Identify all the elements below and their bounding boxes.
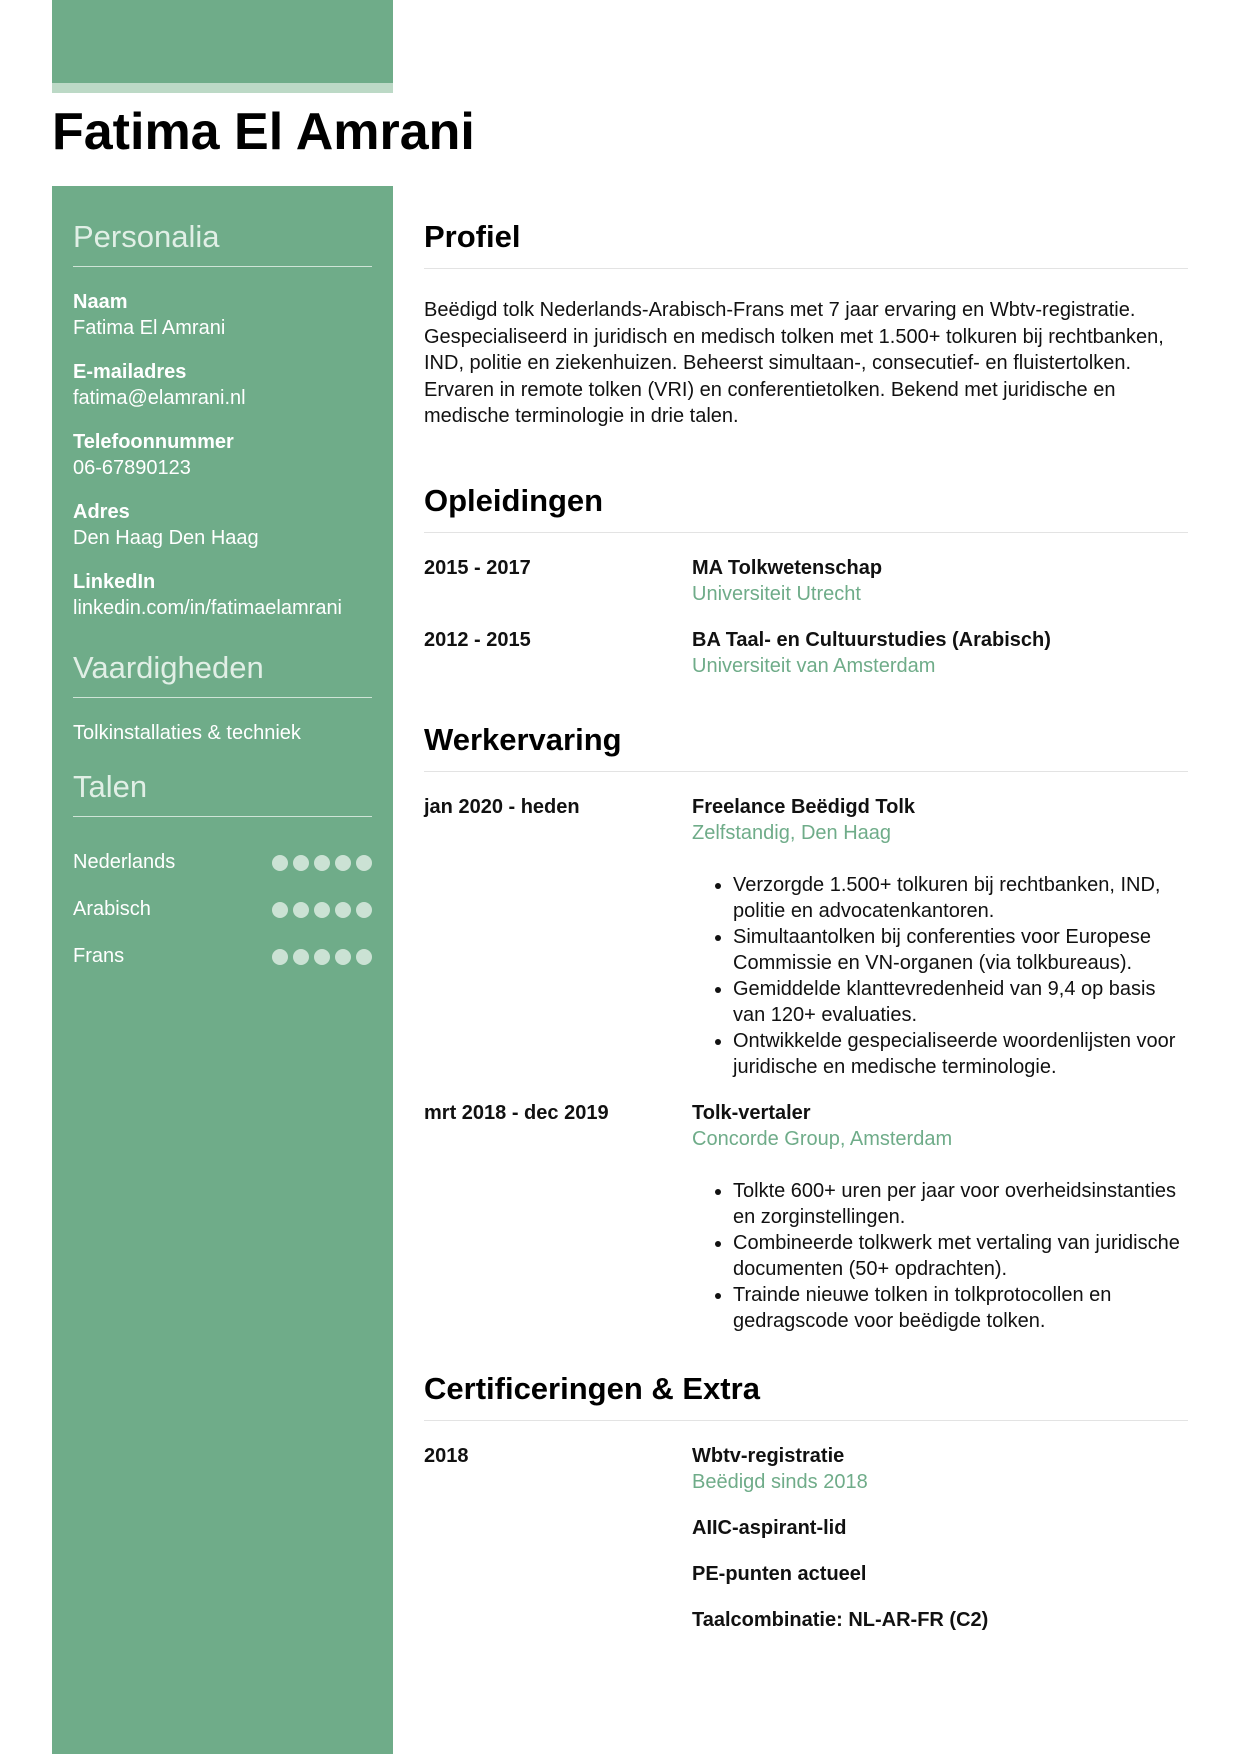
- entry-org: Universiteit van Amsterdam: [692, 654, 936, 677]
- field-linkedin: [73, 569, 372, 621]
- entry-body: [692, 555, 1188, 607]
- entry-org: Universiteit Utrecht: [692, 582, 861, 605]
- field-name: [73, 289, 372, 341]
- certification-item: AIIC-aspirant-lid: [692, 1516, 847, 1539]
- entry-date: jan 2020 - heden: [424, 795, 580, 818]
- entry-org: Concorde Group, Amsterdam: [692, 1127, 953, 1150]
- certification-entry: [424, 1443, 1188, 1653]
- level-dot: [314, 949, 330, 965]
- bullet-item: • Simultaantolken bij conferenties voor Europese Commissie en VN-organen (via tolkbureaus).: [733, 924, 1188, 976]
- level-dot: [272, 949, 288, 965]
- entry-body: [692, 1443, 1188, 1653]
- field-value: Den Haag Den Haag: [73, 527, 259, 550]
- entry-body: [692, 1100, 1188, 1334]
- certification-item: Taalcombinatie: NL-AR-FR (C2): [692, 1608, 989, 1631]
- language-level-dots: [272, 855, 372, 871]
- experience-list: [424, 772, 1188, 1334]
- language-row: [73, 886, 372, 933]
- education-section: [424, 450, 1188, 679]
- header-accent-stripe: [52, 83, 393, 93]
- bullet-item: • Trainde nieuwe tolken in tolkprotocollen en gedragscode voor beëdigde tolken.: [733, 1282, 1188, 1334]
- sidebar: [52, 186, 393, 1754]
- level-dot: [335, 902, 351, 918]
- bullet-item: • Verzorgde 1.500+ tolkuren bij rechtbanken, IND, politie en advocatenkantoren.: [733, 872, 1188, 924]
- language-name: Nederlands: [73, 851, 176, 874]
- entry-date: mrt 2018 - dec 2019: [424, 1101, 609, 1124]
- language-name: Arabisch: [73, 898, 151, 921]
- bullet-list: [692, 1178, 1188, 1334]
- field-value: Fatima El Amrani: [73, 317, 226, 340]
- entry-title: MA Tolkwetenschap: [692, 556, 883, 579]
- field-label: E-mailadres: [73, 361, 187, 384]
- education-entry: [424, 627, 1188, 679]
- language-row: [73, 933, 372, 980]
- entry-title: Wbtv-registratie: [692, 1444, 845, 1467]
- profile-section: [424, 186, 1188, 430]
- field-label: LinkedIn: [73, 571, 156, 594]
- bullet-item: • Tolkte 600+ uren per jaar voor overheidsinstanties en zorginstellingen.: [733, 1178, 1188, 1230]
- header-color-band: [52, 0, 393, 83]
- entry-org: Zelfstandig, Den Haag: [692, 821, 892, 844]
- entry-date: 2012 - 2015: [424, 628, 531, 651]
- language-level-dots: [272, 949, 372, 965]
- field-label: Adres: [73, 501, 130, 524]
- field-label: Naam: [73, 291, 128, 314]
- level-dot: [356, 855, 372, 871]
- experience-entry: [424, 794, 1188, 1080]
- level-dot: [293, 949, 309, 965]
- candidate-name: Fatima El Amrani: [52, 103, 475, 161]
- level-dot: [335, 949, 351, 965]
- field-label: Telefoonnummer: [73, 431, 234, 454]
- bullet-list: [692, 872, 1188, 1080]
- section-title: Opleidingen: [424, 450, 1188, 533]
- level-dot: [293, 855, 309, 871]
- education-entry: [424, 555, 1188, 607]
- skill-item: Tolkinstallaties & techniek: [73, 722, 301, 745]
- level-dot: [356, 949, 372, 965]
- language-row: [73, 839, 372, 886]
- level-dot: [272, 902, 288, 918]
- entry-body: [692, 627, 1188, 679]
- level-dot: [272, 855, 288, 871]
- field-value: 06-67890123: [73, 457, 191, 480]
- bullet-item: • Gemiddelde klanttevredenheid van 9,4 op basis van 120+ evaluaties.: [733, 976, 1188, 1028]
- languages-heading: Talen: [73, 770, 372, 817]
- level-dot: [293, 902, 309, 918]
- entry-title: Freelance Beëdigd Tolk: [692, 795, 916, 818]
- linkedin-link[interactable]: linkedin.com/in/fatimaelamrani: [73, 597, 343, 620]
- entry-title: BA Taal- en Cultuurstudies (Arabisch): [692, 628, 1051, 651]
- level-dot: [356, 902, 372, 918]
- field-email: [73, 359, 372, 411]
- level-dot: [314, 855, 330, 871]
- email-link[interactable]: fatima@elamrani.nl: [73, 387, 246, 410]
- section-title: Werkervaring: [424, 699, 1188, 772]
- main-content: [424, 186, 1188, 1673]
- personalia-heading: Personalia: [73, 220, 372, 267]
- language-name: Frans: [73, 945, 125, 968]
- level-dot: [314, 902, 330, 918]
- field-phone: [73, 429, 372, 481]
- entry-sub: Beëdigd sinds 2018: [692, 1470, 868, 1493]
- language-list: [73, 839, 372, 980]
- certifications-section: [424, 1354, 1188, 1653]
- field-address: [73, 499, 372, 551]
- certification-list: [424, 1421, 1188, 1653]
- experience-section: [424, 699, 1188, 1334]
- entry-body: [692, 794, 1188, 1080]
- entry-date: 2015 - 2017: [424, 556, 531, 579]
- section-title: Profiel: [424, 186, 1188, 269]
- bullet-item: • Ontwikkelde gespecialiseerde woordenlijsten voor juridische en medische terminologie.: [733, 1028, 1188, 1080]
- level-dot: [335, 855, 351, 871]
- entry-title: Tolk-vertaler: [692, 1101, 811, 1124]
- experience-entry: [424, 1100, 1188, 1334]
- bullet-item: • Combineerde tolkwerk met vertaling van juridische documenten (50+ opdrachten).: [733, 1230, 1188, 1282]
- education-list: [424, 533, 1188, 679]
- language-level-dots: [272, 902, 372, 918]
- certification-item: PE-punten actueel: [692, 1562, 867, 1585]
- profile-text: Beëdigd tolk Nederlands-Arabisch-Frans met 7 jaar ervaring en Wbtv-registratie. Gespecialiseerd in juridisch en medisch tolken met 1.500+ tolkuren bij rechtbanken, IND, politie en ziekenhuizen. Beheerst simultaan-, consecutief- en fluistertolken. Ervaren in remote tolken (VRI) en conferentietolken. Bekend met juridische en medische terminologie in drie talen.: [424, 299, 1164, 428]
- section-title: Certificeringen & Extra: [424, 1354, 1188, 1421]
- skills-heading: Vaardigheden: [73, 651, 372, 698]
- entry-date: 2018: [424, 1444, 469, 1467]
